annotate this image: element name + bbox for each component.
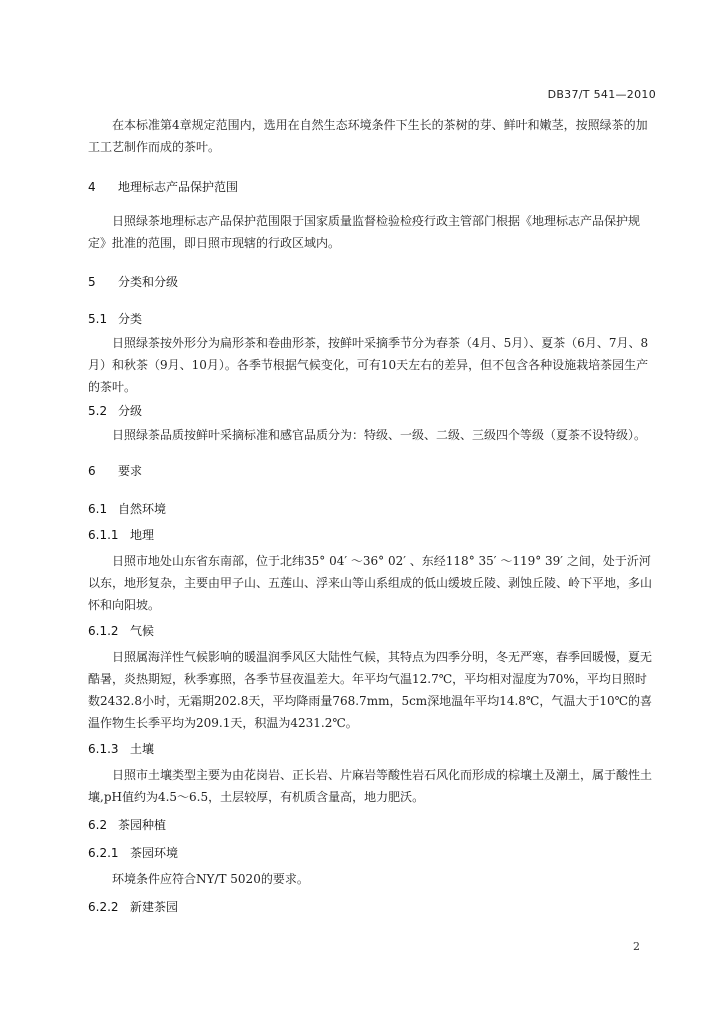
section-title: 气候	[130, 624, 155, 638]
section-4-heading	[88, 178, 658, 196]
section-number: 5.1	[88, 312, 108, 326]
section-title: 要求	[118, 464, 143, 478]
section-title: 茶园种植	[118, 818, 167, 832]
section-title: 土壤	[130, 742, 155, 756]
section-5-1-heading	[88, 310, 658, 328]
section-number: 6.2	[88, 818, 108, 832]
document-body	[88, 114, 658, 916]
section-title: 分类	[118, 312, 143, 326]
section-number: 6	[88, 464, 96, 478]
page-number: 2	[633, 940, 640, 953]
section-number: 6.1.2	[88, 624, 119, 638]
section-6-2-2-heading	[88, 898, 658, 916]
section-5-2-paragraph: 日照绿茶品质按鲜叶采摘标准和感官品质分为：特级、一级、二级、三级四个等级（夏茶不设特级）。	[112, 428, 647, 442]
section-6-2-1-paragraph: 环境条件应符合NY/T 5020的要求。	[112, 872, 309, 886]
section-title: 新建茶园	[130, 900, 179, 914]
intro-paragraph: 在本标准第4章规定范围内，选用在自然生态环境条件下生长的茶树的芽、鲜叶和嫩茎，按照绿茶的加工工艺制作而成的茶叶。	[88, 118, 648, 154]
section-6-1-1-heading	[88, 526, 658, 544]
section-6-1-1-paragraph: 日照市地处山东省东南部，位于北纬35° 04′ ～36° 02′ 、东经118° 35′ ～119° 39′ 之间，处于沂河以东，地形复杂，主要由甲子山、五莲山、浮来山等山系组成的低山缓坡丘陵、剥蚀丘陵、岭下平地，多山怀和向阳坡。	[88, 554, 653, 612]
section-5-1-paragraph: 日照绿茶按外形分为扁形茶和卷曲形茶，按鲜叶采摘季节分为春茶（4月、5月）、夏茶（6月、7月、8月）和秋茶（9月、10月）。各季节根据气候变化，可有10天左右的差异，但不包含各种设施栽培茶园生产的茶叶。	[88, 336, 649, 394]
section-title: 分级	[118, 404, 143, 418]
section-number: 6.2.2	[88, 900, 119, 914]
section-number: 6.1	[88, 502, 108, 516]
section-6-heading	[88, 462, 658, 480]
section-6-1-2-heading	[88, 622, 658, 640]
section-5-heading	[88, 273, 658, 291]
section-5-2-heading	[88, 402, 658, 420]
section-6-2-1-heading	[88, 844, 658, 862]
section-6-1-3-heading	[88, 740, 658, 758]
section-number: 4	[88, 180, 96, 194]
section-number: 6.2.1	[88, 846, 119, 860]
section-title: 地理标志产品保护范围	[118, 180, 239, 194]
section-6-2-heading	[88, 816, 658, 834]
section-number: 5	[88, 275, 96, 289]
section-number: 6.1.1	[88, 528, 119, 542]
section-number: 6.1.3	[88, 742, 119, 756]
section-title: 地理	[130, 528, 155, 542]
document-code-header: DB37/T 541—2010	[547, 88, 656, 101]
section-title: 分类和分级	[118, 275, 179, 289]
section-6-1-3-paragraph: 日照市土壤类型主要为由花岗岩、正长岩、片麻岩等酸性岩石风化而形成的棕壤土及潮土，属于酸性土壤,pH值约为4.5～6.5，土层较厚，有机质含量高，地力肥沃。	[88, 768, 653, 804]
section-6-1-heading	[88, 500, 658, 518]
section-6-1-2-paragraph: 日照属海洋性气候影响的暖温润季风区大陆性气候，其特点为四季分明，冬无严寒，春季回暖慢，夏无酷暑，炎热期短，秋季寡照，各季节昼夜温差大。年平均气温12.7℃，平均相对湿度为70%，平均日照时数2432.8小时，无霜期202.8天，平均降雨量768.7mm，5cm深地温年平均14.8℃，气温大于10℃的喜温作物生长季平均为209.1天，积温为4231.2℃。	[88, 650, 653, 730]
section-4-paragraph: 日照绿茶地理标志产品保护范围限于国家质量监督检验检疫行政主管部门根据《地理标志产品保护规定》批准的范围，即日照市现辖的行政区域内。	[88, 214, 641, 250]
section-title: 茶园环境	[130, 846, 179, 860]
section-title: 自然环境	[118, 502, 167, 516]
section-number: 5.2	[88, 404, 108, 418]
